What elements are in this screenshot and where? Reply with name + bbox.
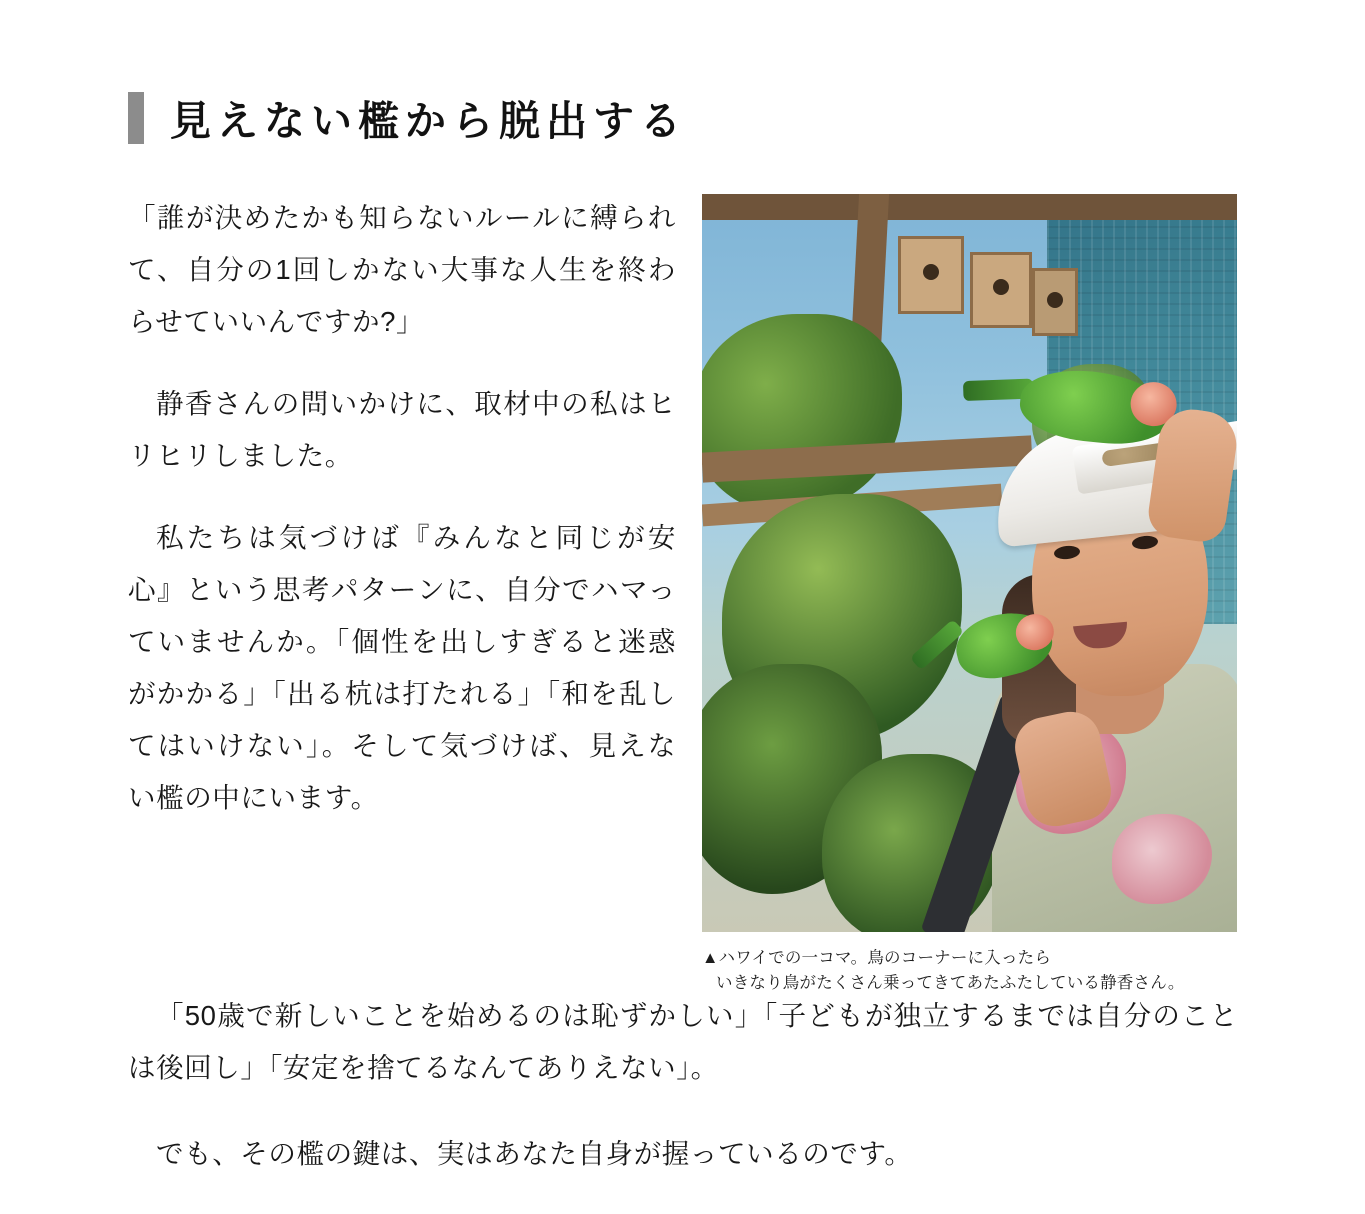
paragraph: 私たちは気づけば『みんなと同じが安心』という思考パターンに、自分でハマっていませんか。「個性を出しすぎると迷惑がかかる」「出る杭は打たれる」「和を乱してはいけない」。そして気づけば、見えない檻の中にいます。 [128, 522, 676, 813]
photo-nest-box [1032, 268, 1078, 336]
nest-hole [993, 279, 1009, 295]
paragraph: でも、その檻の鍵は、実はあなた自身が握っているのです。 [156, 1138, 913, 1169]
paragraph: 「50歳で新しいことを始めるのは恥ずかしい」「子どもが独立するまでは自分のことは後回し」「安定を捨てるなんてありえない」。 [128, 1000, 1238, 1083]
caption-marker-icon: ▲ [702, 949, 719, 967]
page-title [128, 88, 687, 147]
body-wide-column [128, 990, 1238, 1214]
title-text: 見えない檻から脱出する [170, 98, 687, 144]
caption-line-1: ハワイでの一コマ。鳥のコーナーに入ったら [718, 949, 1052, 967]
article-photo-figure [702, 194, 1237, 996]
nest-hole [923, 264, 939, 280]
photo-caption [702, 946, 1237, 996]
photo-nest-box [970, 252, 1032, 328]
paragraph: 静香さんの問いかけに、取材中の私はヒリヒリしました。 [128, 388, 676, 471]
body-text-column [128, 192, 676, 854]
caption-line-2: いきなり鳥がたくさん乗ってきてあたふたしている静香さん。 [716, 974, 1185, 992]
photo-image [702, 194, 1237, 932]
photo-wood-beam [702, 194, 1237, 220]
title-accent-bar [128, 92, 144, 144]
nest-hole [1047, 292, 1063, 308]
paragraph: 「誰が決めたかも知らないルールに縛られて、自分の1回しかない大事な人生を終わらせていいんですか?」 [128, 202, 676, 337]
photo-nest-box [898, 236, 964, 314]
